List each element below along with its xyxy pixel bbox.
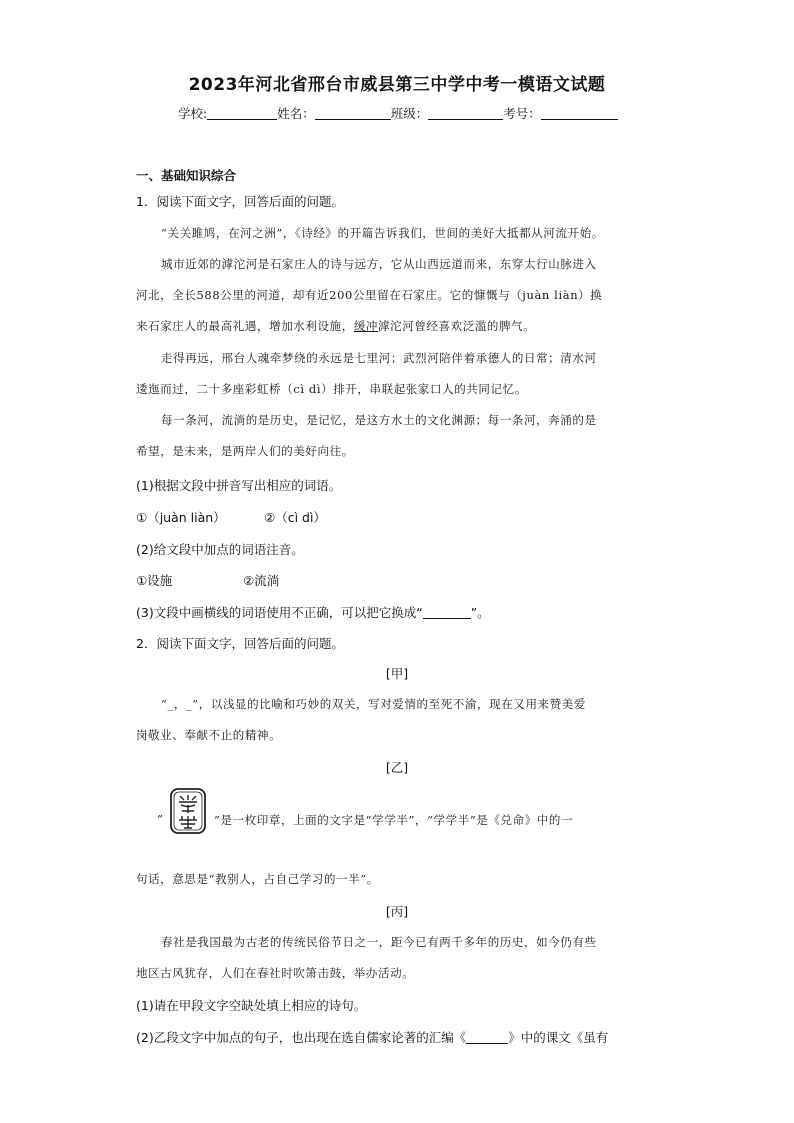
q1-sub-1-b: ②（cì dì） bbox=[264, 510, 326, 525]
q2-sub-2-text-a: (2)乙段文字中加点的句子，也出现在选自儒家论著的汇编《 bbox=[136, 1030, 467, 1045]
q1-sub-3-text-a: (3)文段中画横线的词语使用不正确，可以把它换成“ bbox=[136, 605, 423, 620]
q2-jia-line-1: “_，_”，以浅显的比喻和巧妙的双关，写对爱情的至死不渝，现在又用来赞美爱 bbox=[161, 697, 586, 711]
student-info-row bbox=[178, 104, 618, 122]
exam-no-field[interactable] bbox=[541, 106, 618, 120]
underlined-word: 缓冲 bbox=[353, 319, 379, 333]
school-label: 学校: bbox=[178, 106, 208, 121]
q1-p2-text-b: 滹沱河曾经喜欢泛滥的脾气。 bbox=[378, 319, 536, 333]
q1-sub-2: (2)给文段中加点的词语注音。 bbox=[136, 542, 304, 557]
q1-p2-text-a: 来石家庄人的最高礼遇，增加水利设施， bbox=[136, 319, 354, 333]
q1-sub-3 bbox=[136, 603, 490, 621]
label-bing: [丙] bbox=[385, 904, 409, 919]
q1-sub-1: (1)根据文段中拼音写出相应的词语。 bbox=[136, 478, 342, 493]
q1-paragraph-1: “关关雎鸠，在河之洲”，《诗经》的开篇告诉我们，世间的美好大抵都从河流开始。 bbox=[161, 226, 604, 240]
q1-sub-3-answer-blank[interactable] bbox=[423, 605, 471, 619]
school-field[interactable] bbox=[207, 106, 277, 120]
q2-bing-line-2: 地区古风犹存，人们在春社时吹箫击鼓，举办活动。 bbox=[136, 966, 415, 980]
section-heading: 一、基础知识综合 bbox=[136, 168, 237, 183]
q2-yi-line-1: ”是一枚印章，上面的文字是“学学半”，“学学半”是《兑命》中的一 bbox=[214, 813, 574, 827]
name-field[interactable] bbox=[315, 106, 391, 120]
q1-sub-1-a: ①（juàn liàn） bbox=[136, 510, 226, 525]
q1-paragraph-2-line-1: 城市近郊的滹沱河是石家庄人的诗与远方，它从山西远道而来，东穿太行山脉进入 bbox=[161, 257, 597, 271]
q2-sub-2 bbox=[136, 1028, 608, 1046]
label-yi: [乙] bbox=[385, 760, 409, 775]
q1-sub-3-text-b: ”。 bbox=[470, 605, 490, 620]
class-label: 班级： bbox=[390, 106, 429, 121]
q1-paragraph-3-line-1: 走得再远，邢台人魂牵梦绕的永远是七里河；武烈河陪伴着承德人的日常；清水河 bbox=[161, 351, 597, 365]
q2-sub-2-answer-blank[interactable] bbox=[466, 1030, 508, 1044]
q1-paragraph-3-line-2: 逶迤而过，二十多座彩虹桥（cì dì）排开，串联起张家口人的共同记忆。 bbox=[136, 382, 527, 396]
exam-no-label: 考号： bbox=[503, 106, 541, 121]
q2-yi-open-quote: “ bbox=[157, 812, 164, 826]
q2-sub-1: (1)请在甲段文字空缺处填上相应的诗句。 bbox=[136, 998, 367, 1013]
q1-sub-2-b: ②流淌 bbox=[243, 573, 280, 588]
page-title: 2023年河北省邢台市威县第三中学中考一模语文试题 bbox=[188, 75, 606, 95]
class-field[interactable] bbox=[428, 106, 503, 120]
label-jia: [甲] bbox=[385, 666, 409, 681]
q1-sub-2-a: ①设施 bbox=[136, 573, 173, 588]
q2-bing-line-1: 春社是我国最为古老的传统民俗节日之一，距今已有两千多年的历史，如今仍有些 bbox=[161, 935, 597, 949]
q1-paragraph-2-line-3 bbox=[136, 318, 535, 334]
q1-paragraph-4-line-1: 每一条河，流淌的是历史，是记忆，是这方水土的文化渊源；每一条河，奔涌的是 bbox=[161, 413, 597, 427]
q1-paragraph-2-line-2: 河北，全长588公里的河道，却有近200公里留在石家庄。它的慷慨与（juàn liàn）换 bbox=[136, 288, 603, 302]
question-2-prompt: 2．阅读下面文字，回答后面的问题。 bbox=[136, 636, 344, 651]
seal-stamp-image bbox=[168, 787, 208, 835]
name-label: 姓名： bbox=[277, 106, 315, 121]
question-1-prompt: 1．阅读下面文字，回答后面的问题。 bbox=[136, 194, 344, 209]
q1-paragraph-4-line-2: 希望，是未来，是两岸人们的美好向往。 bbox=[136, 444, 354, 458]
q2-yi-line-2: 句话，意思是“教别人，占自己学习的一半”。 bbox=[136, 872, 379, 886]
q2-jia-line-2: 岗敬业、奉献不止的精神。 bbox=[136, 728, 282, 742]
q2-sub-2-text-b: 》中的课文《虽有 bbox=[508, 1030, 609, 1045]
